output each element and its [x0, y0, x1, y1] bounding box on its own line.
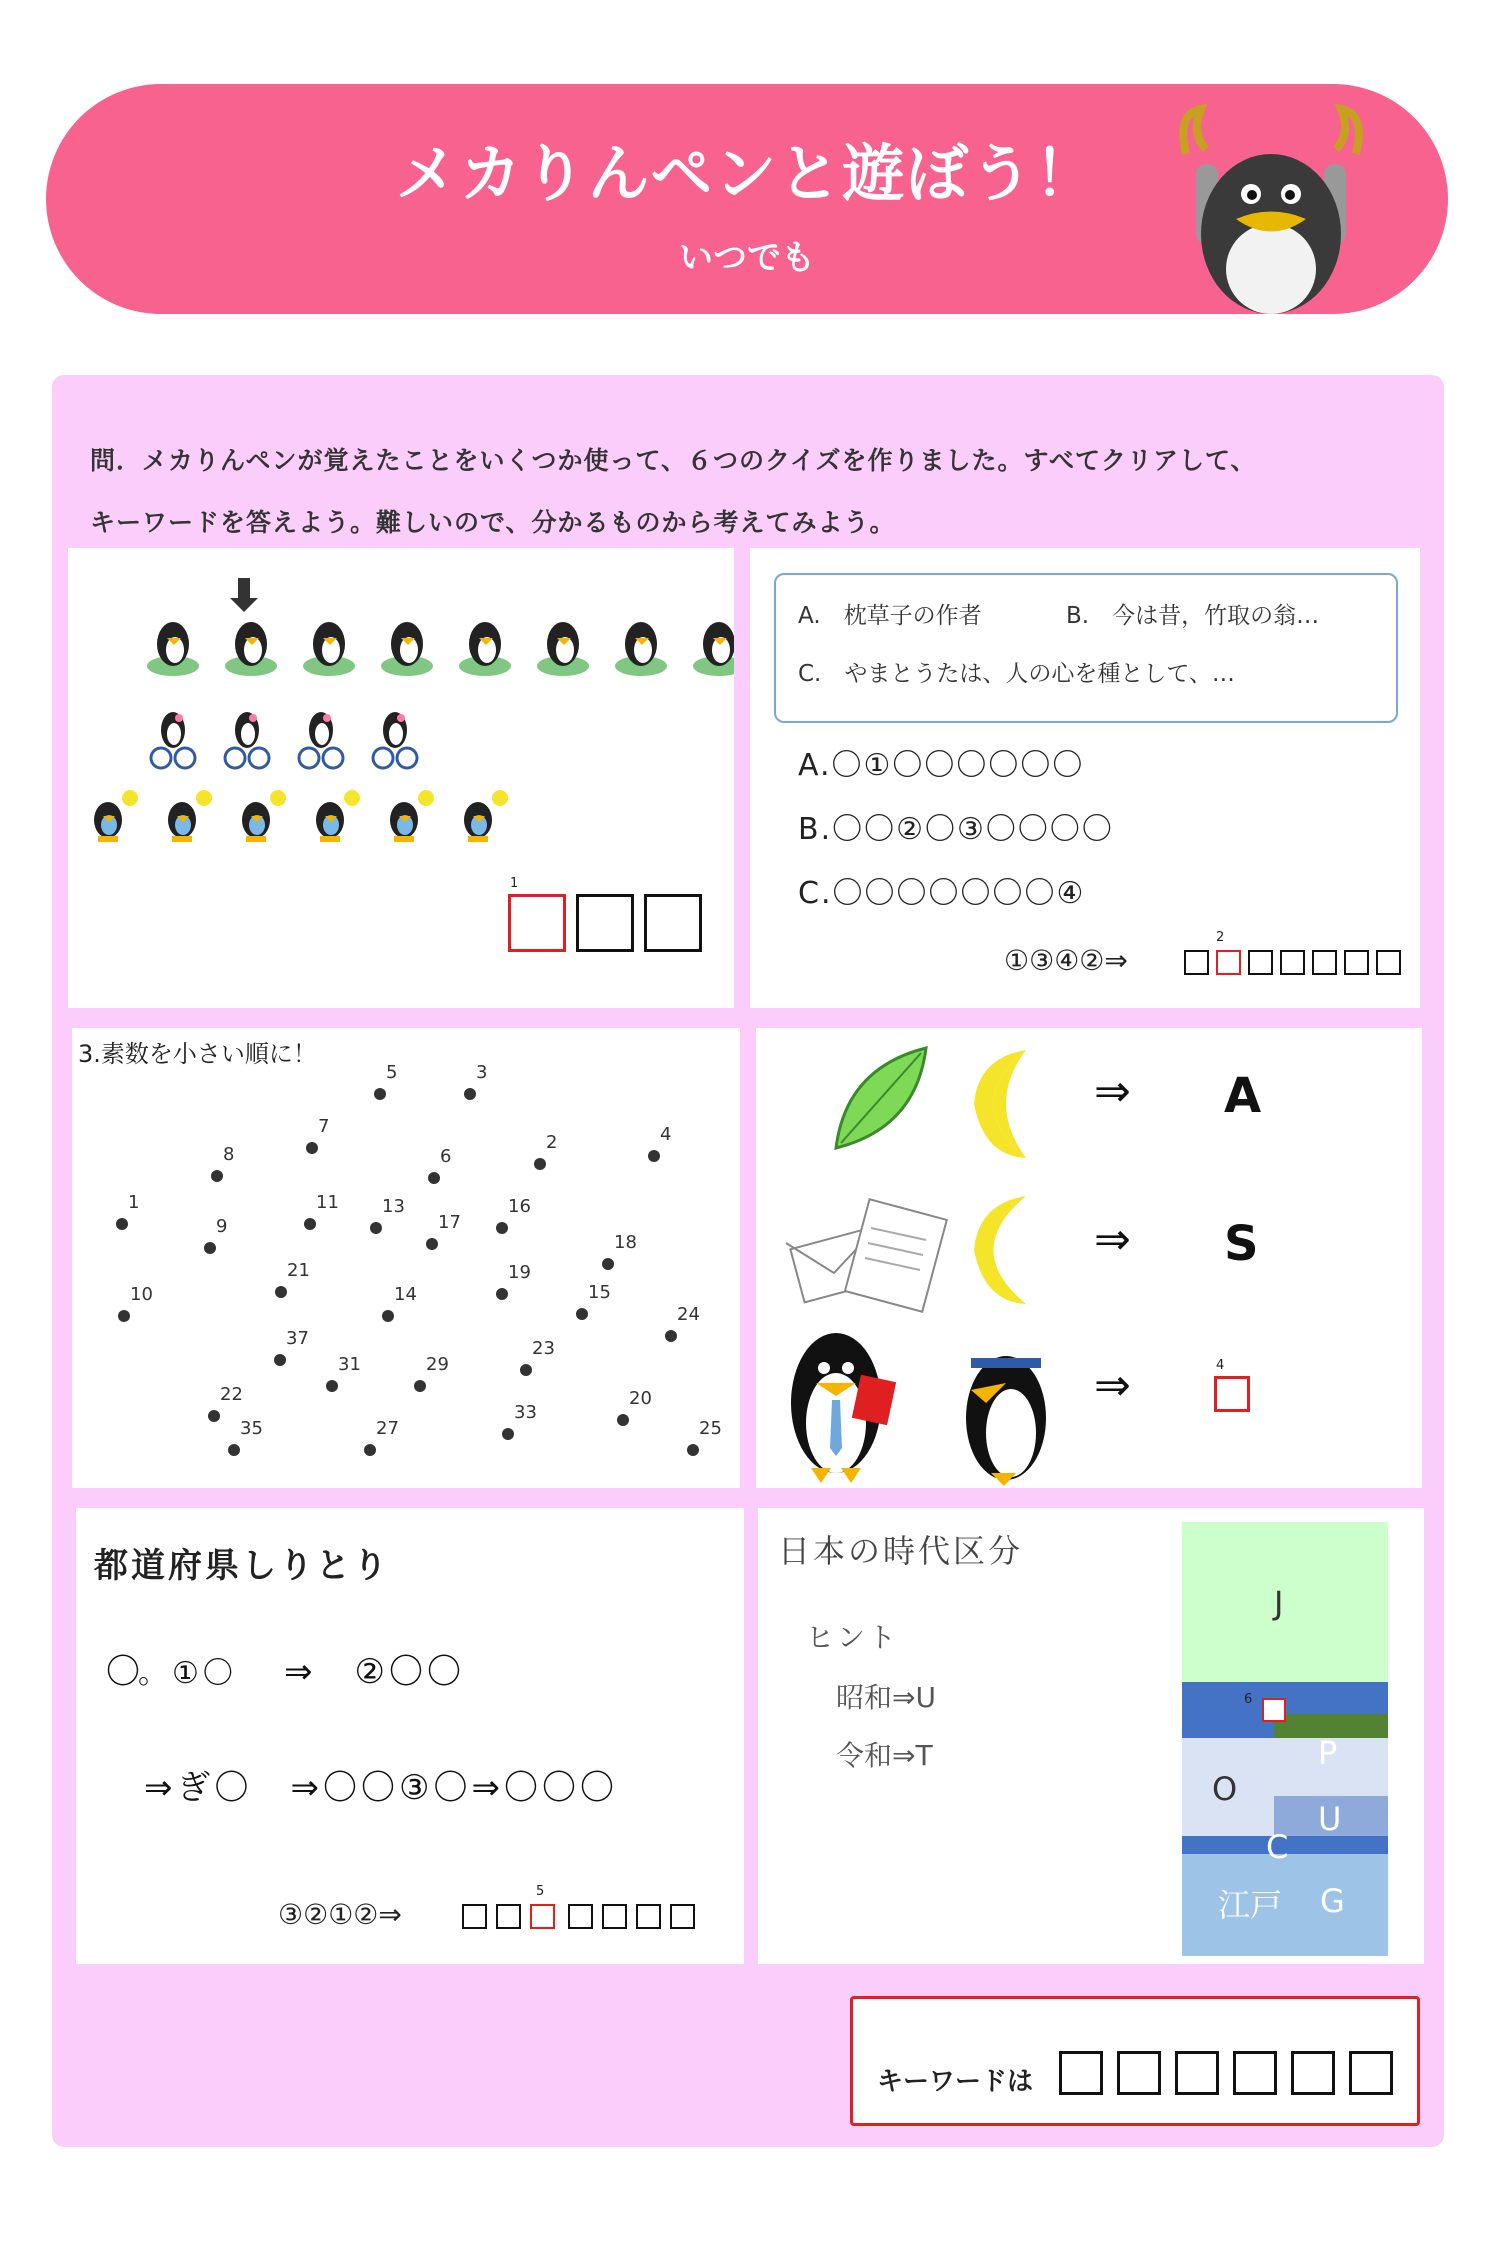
moon-icon-2: [974, 1196, 1026, 1304]
swimming-penguin-icon: [459, 622, 511, 676]
keyword-box-2[interactable]: [1117, 2051, 1161, 2095]
answer-box-2-7[interactable]: [1376, 950, 1401, 975]
hint-reiwa: 令和⇒T: [836, 1739, 933, 1772]
leaf-icon: [836, 1048, 926, 1148]
cycling-penguin-icon: [299, 712, 343, 768]
puzzle-dot[interactable]: [118, 1310, 130, 1322]
era-label-p: P: [1318, 1734, 1338, 1772]
puzzle-dot-label: 17: [438, 1212, 461, 1233]
puzzle-dot-label: 21: [287, 1260, 310, 1281]
puzzle-dot[interactable]: [306, 1142, 318, 1154]
puzzle-dot[interactable]: [414, 1380, 426, 1392]
swimming-penguin-icon: [693, 622, 734, 676]
penguin-headband-icon: [966, 1356, 1046, 1486]
box-number: 4: [1216, 1358, 1225, 1373]
keyword-label: キーワードは: [877, 2067, 1034, 2097]
answer-box-2-4[interactable]: [1280, 950, 1305, 975]
hint-a: A. 枕草子の作者: [798, 603, 982, 629]
answer-box-5-5[interactable]: [602, 1904, 627, 1929]
puzzle-dot[interactable]: [576, 1308, 588, 1320]
puzzle-dot-label: 29: [426, 1354, 449, 1375]
puzzle-dot-label: 35: [240, 1418, 263, 1439]
hint-label: ヒント: [806, 1621, 900, 1654]
puzzle-dot[interactable]: [274, 1354, 286, 1366]
clue-c: C.〇〇〇〇〇〇〇④: [798, 876, 1086, 911]
puzzle-dot[interactable]: [304, 1218, 316, 1230]
header-banner: [46, 84, 1448, 314]
puzzle-dot-label: 25: [699, 1418, 722, 1439]
arrow-1: ⇒: [1094, 1066, 1131, 1117]
formula: ③②①②⇒: [278, 1898, 402, 1931]
tennis-penguin-icon: [316, 790, 360, 842]
puzzle-dot-label: 27: [376, 1418, 399, 1439]
dot-puzzle-title: 3.素数を小さい順に！: [78, 1040, 317, 1068]
quiz-panel-3: [72, 1028, 740, 1488]
puzzle-dot[interactable]: [687, 1444, 699, 1456]
puzzle-dot-label: 16: [508, 1196, 531, 1217]
swimming-penguin-icon: [537, 622, 589, 676]
puzzle-dot[interactable]: [208, 1410, 220, 1422]
puzzle-dot-label: 3: [476, 1062, 488, 1083]
era-label-edo: 江戸: [1218, 1886, 1283, 1924]
puzzle-dot-label: 14: [394, 1284, 417, 1305]
era-label-c: C: [1266, 1828, 1289, 1866]
tennis-penguin-icon: [94, 790, 138, 842]
penguin-teacher-icon: [791, 1333, 896, 1483]
puzzle-dot-label: 15: [588, 1282, 611, 1303]
puzzle-dot[interactable]: [496, 1222, 508, 1234]
era-label-u: U: [1318, 1800, 1342, 1838]
puzzle-dot-label: 7: [318, 1116, 330, 1137]
puzzle-dot-label: 13: [382, 1196, 405, 1217]
puzzle-dot-label: 37: [286, 1328, 309, 1349]
puzzle-dot[interactable]: [374, 1088, 386, 1100]
keyword-box-5[interactable]: [1291, 2051, 1335, 2095]
answer-box-4[interactable]: [1214, 1376, 1250, 1412]
tennis-penguin-icon: [390, 790, 434, 842]
puzzle-dot-label: 11: [316, 1192, 339, 1213]
puzzle-dot[interactable]: [211, 1170, 223, 1182]
answer-box-2-3[interactable]: [1248, 950, 1273, 975]
shiritori-line-1b: 。①〇: [138, 1656, 237, 1691]
puzzle-dot[interactable]: [617, 1414, 629, 1426]
arrow-3: ⇒: [1094, 1360, 1131, 1411]
answer-box-5-3[interactable]: [530, 1904, 555, 1929]
quiz-panel-1: [68, 548, 734, 1008]
puzzle-dot[interactable]: [116, 1218, 128, 1230]
box-number: 1: [510, 876, 519, 891]
puzzle-dot[interactable]: [496, 1288, 508, 1300]
moon-icon: [971, 1050, 1056, 1158]
shiritori-line-2: ⇒ぎ〇 ⇒〇〇③〇⇒〇〇〇: [144, 1768, 618, 1808]
answer-box-2-6[interactable]: [1344, 950, 1369, 975]
swimming-penguin-icon: [147, 622, 199, 676]
clue-a: A.〇①〇〇〇〇〇〇: [798, 748, 1085, 783]
puzzle-dot[interactable]: [364, 1444, 376, 1456]
answer-box-2-1[interactable]: [1184, 950, 1209, 975]
puzzle-dot-label: 33: [514, 1402, 537, 1423]
keyword-box-4[interactable]: [1233, 2051, 1277, 2095]
question-line-2: キーワードを答えよう。難しいので、分かるものから考えてみよう。: [90, 508, 896, 537]
puzzle-dot-label: 10: [130, 1284, 153, 1305]
keyword-box-3[interactable]: [1175, 2051, 1219, 2095]
era-title: 日本の時代区分: [778, 1532, 1024, 1570]
answer-s: S: [1224, 1216, 1259, 1272]
puzzle-dot[interactable]: [204, 1242, 216, 1254]
puzzle-dot-label: 24: [677, 1304, 700, 1325]
puzzle-dot[interactable]: [426, 1238, 438, 1250]
answer-box-5-7[interactable]: [670, 1904, 695, 1929]
puzzle-dot[interactable]: [464, 1088, 476, 1100]
answer-box-6[interactable]: [1262, 1698, 1286, 1722]
penguin-row-2: [151, 712, 417, 768]
era-timeline: [1182, 1522, 1388, 1956]
penguin-row-1: [147, 622, 734, 676]
puzzle-dot[interactable]: [502, 1428, 514, 1440]
puzzle-dot[interactable]: [534, 1158, 546, 1170]
puzzle-dot-label: 8: [223, 1144, 235, 1165]
answer-box-5-1[interactable]: [462, 1904, 487, 1929]
puzzle-dot-label: 31: [338, 1354, 361, 1375]
puzzle-dot[interactable]: [228, 1444, 240, 1456]
puzzle-dot-label: 2: [546, 1132, 558, 1153]
rebus-illustration: [756, 1028, 1422, 1488]
tennis-penguin-icon: [464, 790, 508, 842]
quiz-panel-5: [76, 1508, 744, 1964]
page-subtitle: いつでも: [679, 238, 815, 278]
swimming-penguin-icon: [303, 622, 355, 676]
question-line-1: 問．メカりんペンが覚えたことをいくつか使って、６つのクイズを作りました。すべてクリアして、: [90, 446, 1257, 475]
formula: ①③④②⇒: [1004, 944, 1128, 977]
era-block-edo: [1182, 1854, 1388, 1956]
swimming-penguin-icon: [615, 622, 667, 676]
puzzle-dot-label: 19: [508, 1262, 531, 1283]
puzzle-dot-label: 20: [629, 1388, 652, 1409]
down-arrow-icon: [230, 578, 258, 612]
penguin-row-3: [94, 790, 508, 842]
keyword-box-6[interactable]: [1349, 2051, 1393, 2095]
hint-b: B. 今は昔，竹取の翁…: [1066, 603, 1320, 629]
question-text: [90, 430, 1430, 554]
quiz-panel-6: [758, 1508, 1424, 1964]
cycling-penguin-icon: [225, 712, 269, 768]
shiritori-line-1c: ⇒ ②〇〇: [284, 1652, 465, 1692]
puzzle-dot-label: 1: [128, 1192, 140, 1213]
keyword-answer: [850, 1996, 1420, 2126]
shiritori-title: 都道府県しりとり: [94, 1546, 390, 1586]
answer-box-2-5[interactable]: [1312, 950, 1337, 975]
hint-box: [774, 573, 1398, 723]
puzzle-dot-label: 22: [220, 1384, 243, 1405]
puzzle-dot[interactable]: [602, 1258, 614, 1270]
puzzle-dot-label: 4: [660, 1124, 672, 1145]
penguin-rows-illustration: [68, 548, 734, 1008]
keyword-box-1[interactable]: [1059, 2051, 1103, 2095]
puzzle-dot[interactable]: [428, 1172, 440, 1184]
puzzle-dot[interactable]: [370, 1222, 382, 1234]
puzzle-dot-label: 6: [440, 1146, 452, 1167]
arrow-2: ⇒: [1094, 1214, 1131, 1265]
puzzle-dot[interactable]: [648, 1150, 660, 1162]
answer-box-3[interactable]: [644, 894, 702, 952]
quiz-panel-2: [750, 548, 1420, 1008]
puzzle-dot[interactable]: [326, 1380, 338, 1392]
answer-box-5-4[interactable]: [568, 1904, 593, 1929]
answer-box-1[interactable]: [508, 894, 566, 952]
hint-c: C. やまとうたは、人の心を種として、…: [798, 661, 1235, 687]
puzzle-dot[interactable]: [665, 1330, 677, 1342]
tennis-penguin-icon: [168, 790, 212, 842]
clue-b: B.〇〇②〇③〇〇〇〇: [798, 812, 1114, 847]
answer-box-2-2[interactable]: [1216, 950, 1241, 975]
era-block-j: [1182, 1522, 1388, 1682]
puzzle-dot-label: 9: [216, 1216, 228, 1237]
hint-showa: 昭和⇒U: [836, 1681, 936, 1714]
swimming-penguin-icon: [225, 622, 277, 676]
box-number: 5: [536, 1884, 545, 1899]
puzzle-dot[interactable]: [275, 1286, 287, 1298]
shiritori-line-1a: 〇: [106, 1652, 144, 1692]
answer-box-2[interactable]: [576, 894, 634, 952]
mecha-penguin-icon: [1156, 94, 1386, 314]
era-label-g: G: [1320, 1882, 1345, 1920]
answer-box-5-6[interactable]: [636, 1904, 661, 1929]
puzzle-dot-label: 23: [532, 1338, 555, 1359]
swimming-penguin-icon: [381, 622, 433, 676]
tennis-penguin-icon: [242, 790, 286, 842]
box-number: 6: [1244, 1692, 1253, 1707]
box-number: 2: [1216, 930, 1225, 945]
puzzle-dot[interactable]: [520, 1364, 532, 1376]
cycling-penguin-icon: [151, 712, 195, 768]
era-label-j: J: [1274, 1584, 1284, 1622]
cycling-penguin-icon: [373, 712, 417, 768]
puzzle-dot[interactable]: [382, 1310, 394, 1322]
puzzle-dot-label: 18: [614, 1232, 637, 1253]
answer-a: A: [1224, 1068, 1262, 1124]
quiz-panel-4: [756, 1028, 1422, 1488]
answer-box-5-2[interactable]: [496, 1904, 521, 1929]
page-title: メカりんペンと遊ぼう！: [395, 137, 1099, 210]
letter-paper-icon: [786, 1199, 947, 1311]
puzzle-dot-label: 5: [386, 1062, 398, 1083]
era-label-o: O: [1212, 1770, 1238, 1808]
